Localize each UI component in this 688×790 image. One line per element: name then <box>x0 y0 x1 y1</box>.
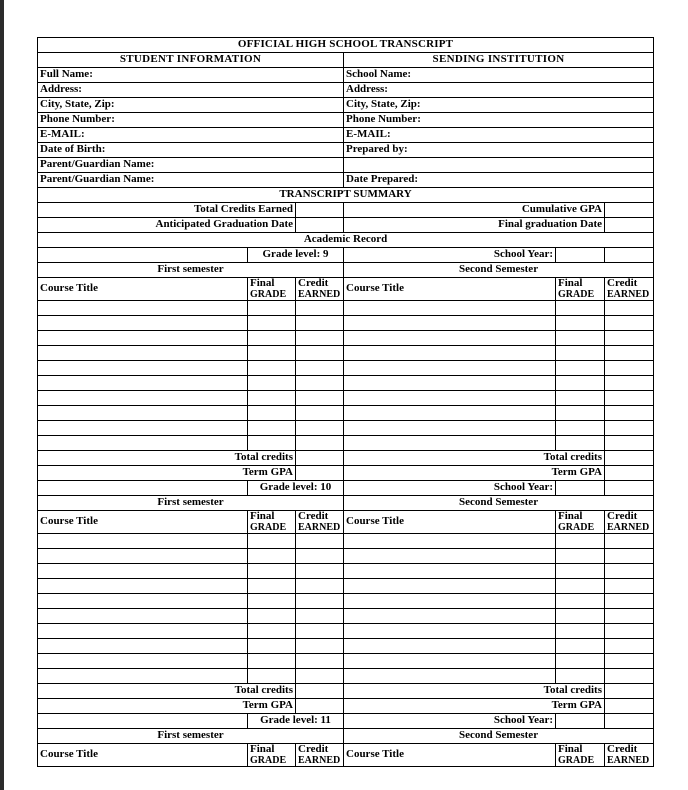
course-row <box>38 564 654 579</box>
total-credits-label: Total credits <box>38 451 296 466</box>
term-gpa-row <box>38 466 654 481</box>
student-info-field-1[interactable]: Address: <box>38 83 344 98</box>
page-edge-strip <box>0 0 4 790</box>
final-grade-line1: Final <box>250 743 275 756</box>
grade-level-row <box>38 714 654 729</box>
course-title-input[interactable] <box>344 654 556 669</box>
course-row <box>38 376 654 391</box>
course-title-input[interactable] <box>344 331 556 346</box>
student-info-field-7[interactable]: Parent/Guardian Name: <box>38 173 344 188</box>
final-grade-input[interactable] <box>248 376 296 391</box>
student-info-field-2[interactable]: City, State, Zip: <box>38 98 344 113</box>
total-credits-row <box>38 684 654 699</box>
course-title-input[interactable] <box>38 609 248 624</box>
course-title-input[interactable] <box>38 549 248 564</box>
final-grade-header-second <box>556 511 605 534</box>
course-title-input[interactable] <box>344 301 556 316</box>
semester-bar-row <box>38 729 654 744</box>
final-grade-input[interactable] <box>556 361 605 376</box>
grade-level-label-9: Grade level: 9 <box>248 248 344 263</box>
student-info-field-6[interactable]: Parent/Guardian Name: <box>38 158 344 173</box>
final-grade-input[interactable] <box>248 406 296 421</box>
document-title: OFFICIAL HIGH SCHOOL TRANSCRIPT <box>38 38 654 53</box>
info-row <box>38 173 654 188</box>
term-gpa-label: Term GPA <box>344 699 605 714</box>
grade-level-row <box>38 248 654 263</box>
credit-earned-line1: Credit <box>607 743 638 756</box>
school-year-label: School Year: <box>344 714 556 729</box>
total-credits-label: Total credits <box>344 684 605 699</box>
final-grade-input[interactable] <box>556 594 605 609</box>
summary-row-graduation <box>38 218 654 233</box>
final-grade-input[interactable] <box>556 549 605 564</box>
credit-earned-input[interactable] <box>605 376 654 391</box>
credit-earned-input[interactable] <box>296 624 344 639</box>
credit-earned-input[interactable] <box>296 549 344 564</box>
course-title-input[interactable] <box>344 594 556 609</box>
info-row <box>38 113 654 128</box>
course-row <box>38 534 654 549</box>
total-credits-label: Total credits <box>38 684 296 699</box>
institution-info-field-6[interactable] <box>344 158 654 173</box>
final-grade-input[interactable] <box>556 436 605 451</box>
credit-earned-input[interactable] <box>605 594 654 609</box>
grade-level-spacer <box>38 248 248 263</box>
course-title-input[interactable] <box>344 669 556 684</box>
credit-earned-input[interactable] <box>605 406 654 421</box>
credit-earned-input[interactable] <box>296 421 344 436</box>
course-title-input[interactable] <box>38 564 248 579</box>
institution-info-field-2[interactable]: City, State, Zip: <box>344 98 654 113</box>
institution-info-field-5[interactable]: Prepared by: <box>344 143 654 158</box>
first-semester-label: First semester <box>38 263 344 278</box>
academic-record-heading: Academic Record <box>38 233 654 248</box>
course-title-input[interactable] <box>344 361 556 376</box>
final-grade-input[interactable] <box>248 346 296 361</box>
final-grade-line1: Final <box>250 277 275 289</box>
course-title-header-second: Course Title <box>344 278 556 301</box>
final-grade-input[interactable] <box>248 669 296 684</box>
transcript-summary-heading: TRANSCRIPT SUMMARY <box>38 188 654 203</box>
term-gpa-value[interactable] <box>296 466 344 481</box>
credit-earned-input[interactable] <box>605 639 654 654</box>
credit-earned-input[interactable] <box>605 346 654 361</box>
final-grade-input[interactable] <box>248 331 296 346</box>
term-gpa-label: Term GPA <box>344 466 605 481</box>
course-title-input[interactable] <box>344 609 556 624</box>
credit-earned-input[interactable] <box>605 316 654 331</box>
anticipated-graduation-label: Anticipated Graduation Date <box>38 218 296 233</box>
summary-row-credits <box>38 203 654 218</box>
course-title-input[interactable] <box>344 534 556 549</box>
credit-earned-input[interactable] <box>296 669 344 684</box>
grade-level-label-11: Grade level: 11 <box>248 714 344 729</box>
final-grade-input[interactable] <box>556 406 605 421</box>
section-heading-row <box>38 53 654 68</box>
term-gpa-label: Term GPA <box>38 699 296 714</box>
course-column-header-row <box>38 278 654 301</box>
grade-level-spacer <box>38 481 248 496</box>
term-gpa-label: Term GPA <box>38 466 296 481</box>
info-row <box>38 143 654 158</box>
final-grade-line2: GRADE <box>558 288 595 300</box>
institution-info-field-7[interactable]: Date Prepared: <box>344 173 654 188</box>
credit-earned-input[interactable] <box>296 436 344 451</box>
final-grade-input[interactable] <box>248 639 296 654</box>
course-row <box>38 316 654 331</box>
total-credits-label: Total credits <box>344 451 605 466</box>
credit-earned-input[interactable] <box>605 579 654 594</box>
final-graduation-label: Final graduation Date <box>344 218 605 233</box>
course-row <box>38 609 654 624</box>
grade-level-row <box>38 481 654 496</box>
final-grade-input[interactable] <box>556 624 605 639</box>
total-credits-value[interactable] <box>296 451 344 466</box>
final-grade-header-second <box>556 278 605 301</box>
summary-heading-row <box>38 188 654 203</box>
course-row <box>38 361 654 376</box>
course-title-input[interactable] <box>38 624 248 639</box>
course-title-input[interactable] <box>38 376 248 391</box>
final-grade-input[interactable] <box>556 639 605 654</box>
course-title-input[interactable] <box>38 436 248 451</box>
final-grade-line2: GRADE <box>250 754 287 766</box>
term-gpa-row <box>38 699 654 714</box>
credit-earned-input[interactable] <box>296 346 344 361</box>
second-semester-label: Second Semester <box>344 263 654 278</box>
credit-earned-input[interactable] <box>296 316 344 331</box>
info-row <box>38 83 654 98</box>
institution-info-field-3[interactable]: Phone Number: <box>344 113 654 128</box>
course-title-input[interactable] <box>38 654 248 669</box>
final-grade-input[interactable] <box>248 549 296 564</box>
course-row <box>38 639 654 654</box>
credit-earned-input[interactable] <box>605 624 654 639</box>
course-title-input[interactable] <box>38 669 248 684</box>
cumulative-gpa-label: Cumulative GPA <box>344 203 605 218</box>
cumulative-gpa-value[interactable] <box>605 203 654 218</box>
credit-earned-header-second <box>605 744 654 767</box>
school-year-value-11[interactable] <box>556 714 605 729</box>
credit-earned-input[interactable] <box>605 436 654 451</box>
final-grade-line2: GRADE <box>250 521 287 533</box>
student-info-field-0[interactable]: Full Name: <box>38 68 344 83</box>
school-year-value-9[interactable] <box>556 248 605 263</box>
course-title-input[interactable] <box>38 346 248 361</box>
course-title-input[interactable] <box>344 564 556 579</box>
transcript-table <box>37 37 654 767</box>
final-grade-header-first <box>248 511 296 534</box>
grade-level-label-10: Grade level: 10 <box>248 481 344 496</box>
final-grade-input[interactable] <box>556 579 605 594</box>
credit-earned-header-first <box>296 744 344 767</box>
school-year-spacer <box>605 481 654 496</box>
course-title-header-first: Course Title <box>38 278 248 301</box>
credit-earned-input[interactable] <box>605 361 654 376</box>
course-column-header-row <box>38 511 654 534</box>
course-row <box>38 346 654 361</box>
credit-earned-input[interactable] <box>296 534 344 549</box>
credit-earned-input[interactable] <box>605 301 654 316</box>
credit-earned-line2: EARNED <box>298 754 341 766</box>
final-grade-input[interactable] <box>248 654 296 669</box>
final-grade-input[interactable] <box>556 609 605 624</box>
course-title-input[interactable] <box>344 421 556 436</box>
final-grade-input[interactable] <box>248 624 296 639</box>
final-graduation-value[interactable] <box>605 218 654 233</box>
credit-earned-line1: Credit <box>607 510 638 523</box>
course-title-input[interactable] <box>344 549 556 564</box>
final-grade-input[interactable] <box>248 391 296 406</box>
course-row <box>38 406 654 421</box>
course-row <box>38 421 654 436</box>
credit-earned-input[interactable] <box>605 391 654 406</box>
final-grade-input[interactable] <box>248 436 296 451</box>
credit-earned-input[interactable] <box>296 361 344 376</box>
credit-earned-header-second <box>605 278 654 301</box>
final-grade-input[interactable] <box>556 376 605 391</box>
credit-earned-line1: Credit <box>298 510 329 523</box>
course-title-input[interactable] <box>344 316 556 331</box>
second-semester-label: Second Semester <box>344 496 654 511</box>
course-row <box>38 654 654 669</box>
final-grade-line1: Final <box>558 510 583 523</box>
school-year-label: School Year: <box>344 248 556 263</box>
final-grade-input[interactable] <box>248 579 296 594</box>
final-grade-input[interactable] <box>556 534 605 549</box>
title-row <box>38 38 654 53</box>
institution-info-field-4[interactable]: E-MAIL: <box>344 128 654 143</box>
credit-earned-line2: EARNED <box>298 288 341 300</box>
grade-level-spacer <box>38 714 248 729</box>
final-grade-input[interactable] <box>556 669 605 684</box>
final-grade-input[interactable] <box>556 654 605 669</box>
course-title-input[interactable] <box>38 391 248 406</box>
school-year-spacer <box>605 248 654 263</box>
total-credits-earned-value[interactable] <box>296 203 344 218</box>
course-title-input[interactable] <box>38 406 248 421</box>
credit-earned-line2: EARNED <box>298 521 341 533</box>
course-title-header-first: Course Title <box>38 744 248 767</box>
credit-earned-input[interactable] <box>605 549 654 564</box>
final-grade-line2: GRADE <box>558 754 595 766</box>
credit-earned-line1: Credit <box>298 277 329 289</box>
credit-earned-line2: EARNED <box>607 754 650 766</box>
credit-earned-input[interactable] <box>296 639 344 654</box>
academic-record-row <box>38 233 654 248</box>
first-semester-label: First semester <box>38 496 344 511</box>
course-title-input[interactable] <box>38 579 248 594</box>
info-row <box>38 158 654 173</box>
school-year-spacer <box>605 714 654 729</box>
info-row <box>38 128 654 143</box>
final-grade-header-first <box>248 744 296 767</box>
info-row <box>38 98 654 113</box>
credit-earned-line2: EARNED <box>607 521 650 533</box>
school-year-label: School Year: <box>344 481 556 496</box>
transcript-document <box>37 37 653 767</box>
course-title-header-second: Course Title <box>344 744 556 767</box>
final-grade-input[interactable] <box>248 301 296 316</box>
semester-bar-row <box>38 496 654 511</box>
credit-earned-line1: Credit <box>607 277 638 289</box>
course-title-header-first: Course Title <box>38 511 248 534</box>
credit-earned-input[interactable] <box>605 331 654 346</box>
transcript-body <box>38 38 654 767</box>
second-semester-label: Second Semester <box>344 729 654 744</box>
final-grade-input[interactable] <box>248 316 296 331</box>
student-info-field-3[interactable]: Phone Number: <box>38 113 344 128</box>
final-grade-line1: Final <box>250 510 275 523</box>
course-row <box>38 579 654 594</box>
term-gpa-value[interactable] <box>605 466 654 481</box>
course-row <box>38 436 654 451</box>
institution-info-field-1[interactable]: Address: <box>344 83 654 98</box>
course-title-header-second: Course Title <box>344 511 556 534</box>
course-title-input[interactable] <box>38 331 248 346</box>
final-grade-line2: GRADE <box>558 521 595 533</box>
final-grade-header-first <box>248 278 296 301</box>
credit-earned-input[interactable] <box>605 534 654 549</box>
credit-earned-input[interactable] <box>605 654 654 669</box>
final-grade-input[interactable] <box>556 421 605 436</box>
course-row <box>38 624 654 639</box>
info-row <box>38 68 654 83</box>
credit-earned-input[interactable] <box>296 579 344 594</box>
semester-bar-row <box>38 263 654 278</box>
course-title-input[interactable] <box>38 639 248 654</box>
final-grade-line1: Final <box>558 743 583 756</box>
total-credits-value[interactable] <box>296 684 344 699</box>
final-grade-input[interactable] <box>248 564 296 579</box>
final-grade-header-second <box>556 744 605 767</box>
credit-earned-line2: EARNED <box>607 288 650 300</box>
course-row <box>38 594 654 609</box>
course-title-input[interactable] <box>38 301 248 316</box>
credit-earned-input[interactable] <box>605 669 654 684</box>
credit-earned-input[interactable] <box>605 564 654 579</box>
course-row <box>38 391 654 406</box>
school-year-value-10[interactable] <box>556 481 605 496</box>
credit-earned-input[interactable] <box>296 376 344 391</box>
course-title-input[interactable] <box>344 406 556 421</box>
first-semester-label: First semester <box>38 729 344 744</box>
credit-earned-line1: Credit <box>298 743 329 756</box>
final-grade-input[interactable] <box>556 331 605 346</box>
credit-earned-input[interactable] <box>296 301 344 316</box>
student-information-heading: STUDENT INFORMATION <box>38 53 344 68</box>
term-gpa-value[interactable] <box>296 699 344 714</box>
final-grade-input[interactable] <box>248 421 296 436</box>
total-credits-value[interactable] <box>605 684 654 699</box>
final-grade-input[interactable] <box>556 564 605 579</box>
course-title-input[interactable] <box>344 579 556 594</box>
course-title-input[interactable] <box>38 421 248 436</box>
student-info-field-5[interactable]: Date of Birth: <box>38 143 344 158</box>
credit-earned-header-first <box>296 278 344 301</box>
course-title-input[interactable] <box>344 624 556 639</box>
final-grade-input[interactable] <box>556 391 605 406</box>
final-grade-input[interactable] <box>556 346 605 361</box>
course-row <box>38 331 654 346</box>
course-title-input[interactable] <box>38 594 248 609</box>
institution-info-field-0[interactable]: School Name: <box>344 68 654 83</box>
final-grade-input[interactable] <box>248 361 296 376</box>
final-grade-input[interactable] <box>556 301 605 316</box>
credit-earned-input[interactable] <box>605 609 654 624</box>
total-credits-earned-label: Total Credits Earned <box>38 203 296 218</box>
course-title-input[interactable] <box>38 316 248 331</box>
course-title-input[interactable] <box>38 361 248 376</box>
credit-earned-input[interactable] <box>296 406 344 421</box>
course-title-input[interactable] <box>38 534 248 549</box>
credit-earned-input[interactable] <box>296 654 344 669</box>
final-grade-input[interactable] <box>248 594 296 609</box>
course-row <box>38 301 654 316</box>
final-grade-input[interactable] <box>556 316 605 331</box>
credit-earned-input[interactable] <box>296 564 344 579</box>
course-title-input[interactable] <box>344 376 556 391</box>
credit-earned-header-first <box>296 511 344 534</box>
course-title-input[interactable] <box>344 391 556 406</box>
total-credits-row <box>38 451 654 466</box>
course-column-header-row <box>38 744 654 767</box>
course-title-input[interactable] <box>344 436 556 451</box>
credit-earned-input[interactable] <box>296 594 344 609</box>
credit-earned-input[interactable] <box>296 331 344 346</box>
course-title-input[interactable] <box>344 346 556 361</box>
credit-earned-input[interactable] <box>605 421 654 436</box>
final-grade-input[interactable] <box>248 609 296 624</box>
course-title-input[interactable] <box>344 639 556 654</box>
term-gpa-value[interactable] <box>605 699 654 714</box>
student-info-field-4[interactable]: E-MAIL: <box>38 128 344 143</box>
credit-earned-header-second <box>605 511 654 534</box>
sending-institution-heading: SENDING INSTITUTION <box>344 53 654 68</box>
course-row <box>38 669 654 684</box>
final-grade-line2: GRADE <box>250 288 287 300</box>
final-grade-line1: Final <box>558 277 583 289</box>
anticipated-graduation-value[interactable] <box>296 218 344 233</box>
credit-earned-input[interactable] <box>296 609 344 624</box>
credit-earned-input[interactable] <box>296 391 344 406</box>
course-row <box>38 549 654 564</box>
final-grade-input[interactable] <box>248 534 296 549</box>
total-credits-value[interactable] <box>605 451 654 466</box>
